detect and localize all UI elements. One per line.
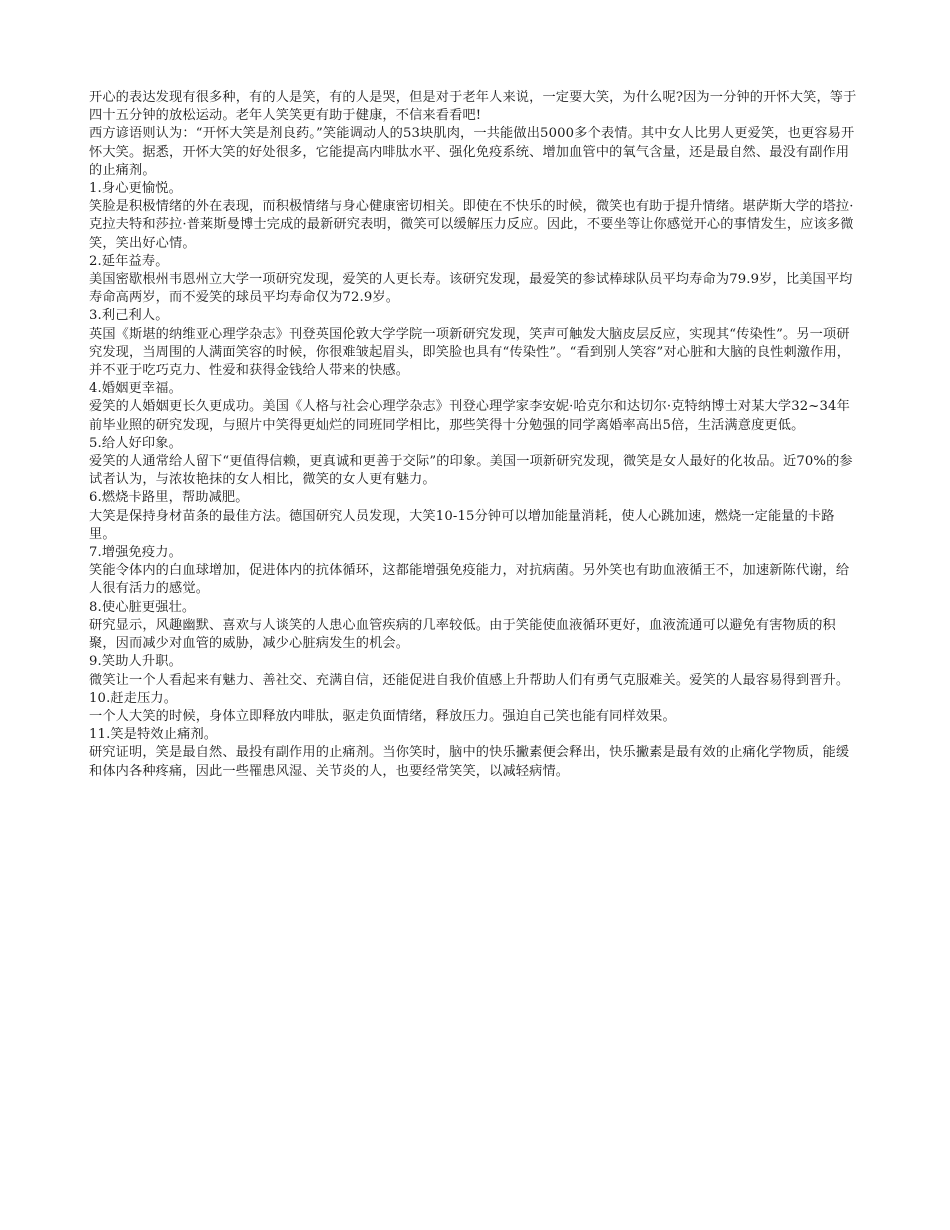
section-body: 一个人大笑的时候，身体立即释放内啡肽，驱走负面情绪，释放压力。强迫自己笑也能有同样效果。 (89, 708, 676, 724)
section-heading: 11.笑是特效止痛剂。 (89, 727, 218, 743)
section-body: 笑能令体内的白血球增加，促进体内的抗体循环，这都能增强免疫能力，对抗病菌。另外笑也有助血液循王不，加速新陈代谢，给人很有活力的感觉。 (89, 563, 850, 597)
section-body: 爱笑的人婚姻更长久更成功。美国《人格与社会心理学杂志》刊登心理学家李安妮·哈克尔和达切尔·克特纳博士对某大学32~34年前毕业照的研究发现，与照片中笑得更灿烂的同班同学相比，那些笑得十分勉强的同学离婚率高出5倍，生活满意度更低。 (89, 399, 850, 433)
document-body (89, 89, 861, 781)
section-body: 研究证明，笑是最自然、最投有副作用的止痛剂。当你笑时，脑中的快乐撇素便会释出，快乐撇素是最有效的止痛化学物质，能缓和体内各种疼痛，因此一些罹患风湿、关节炎的人，也要经常笑笑，以减轻病情。 (89, 745, 850, 779)
section-heading: 6.燃烧卡路里，帮助减肥。 (89, 490, 249, 506)
section-body: 笑脸是积极情绪的外在表现，而积极情绪与身心健康密切相关。即使在不快乐的时候，微笑也有助于提升情绪。堪萨斯大学的塔拉·克拉夫特和莎拉·普莱斯曼博士完成的最新研究表明，微笑可以缓解压力反应。因此，不要坐等让你感觉开心的事情发生，应该多微笑，笑出好心情。 (89, 199, 854, 251)
section-body: 美国密歇根州韦恩州立大学一项研究发现，爱笑的人更长寿。该研究发现，最爱笑的参试棒球队员平均寿命为79.9岁，比美国平均寿命高两岁，而不爱笑的球员平均寿命仅为72.9岁。 (89, 272, 853, 306)
section-heading: 7.增强免疫力。 (89, 545, 182, 561)
section-heading: 10.赶走压力。 (89, 690, 178, 706)
intro-paragraph: 开心的表达发现有很多种，有的人是笑，有的人是哭，但是对于老年人来说，一定要大笑，为什么呢?因为一分钟的开怀大笑，等于四十五分钟的放松运动。老年人笑笑更有助于健康，不信来看看吧! (89, 90, 857, 124)
section-body: 大笑是保持身材苗条的最佳方法。德国研究人员发现，大笑10-15分钟可以增加能量消耗，使人心跳加速，燃烧一定能量的卡路里。 (89, 508, 835, 542)
section-heading: 8.使心脏更强壮。 (89, 599, 196, 615)
section-body: 研究显示，风趣幽默、喜欢与人谈笑的人患心血管疾病的几率较低。由于笑能使血液循环更好，血液流通可以避免有害物质的积聚，因而减少对血管的威胁，减少心脏病发生的机会。 (89, 617, 836, 652)
section-heading: 1.身心更愉悦。 (89, 181, 182, 197)
section-heading: 4.婚姻更幸福。 (89, 381, 182, 397)
section-body: 爱笑的人通常给人留下“更值得信赖，更真诚和更善于交际”的印象。美国一项新研究发现，微笑是女人最好的化妆品。近70%的参试者认为，与浓妆艳抹的女人相比，微笑的女人更有魅力。 (89, 454, 853, 488)
section-heading: 2.延年益寿。 (89, 253, 169, 269)
section-heading: 9.笑助人升职。 (89, 654, 182, 670)
section-body: 英国《斯堪的纳维亚心理学杂志》刊登英国伦敦大学学院一项新研究发现，笑声可触发大脑皮层反应，实现其“传染性”。另一项研究发现，当周围的人满面笑容的时候，你很难皱起眉头，即笑脸也具有“传染性”。“看到别人笑容”对心脏和大脑的良性刺激作用，并不亚于吃巧克力、性爱和获得金钱给人带来的快感。 (89, 326, 851, 379)
section-heading: 5.给人好印象。 (89, 435, 182, 451)
section-heading: 3.利己利人。 (89, 308, 169, 324)
section-body: 微笑让一个人看起来有魅力、善社交、充满自信，还能促进自我价值感上升帮助人们有勇气克服难关。爱笑的人最容易得到晋升。 (89, 672, 850, 688)
intro-paragraph: 西方谚语则认为：“开怀大笑是剂良药。”笑能调动人的53块肌肉，一共能做出5000多个表情。其中女人比男人更爱笑，也更容易开怀大笑。据悉，开怀大笑的好处很多，它能提高内啡肽水平、强化免疫系统、增加血管中的氧气含量，还是最自然、最没有副作用的止痛剂。 (89, 126, 855, 178)
